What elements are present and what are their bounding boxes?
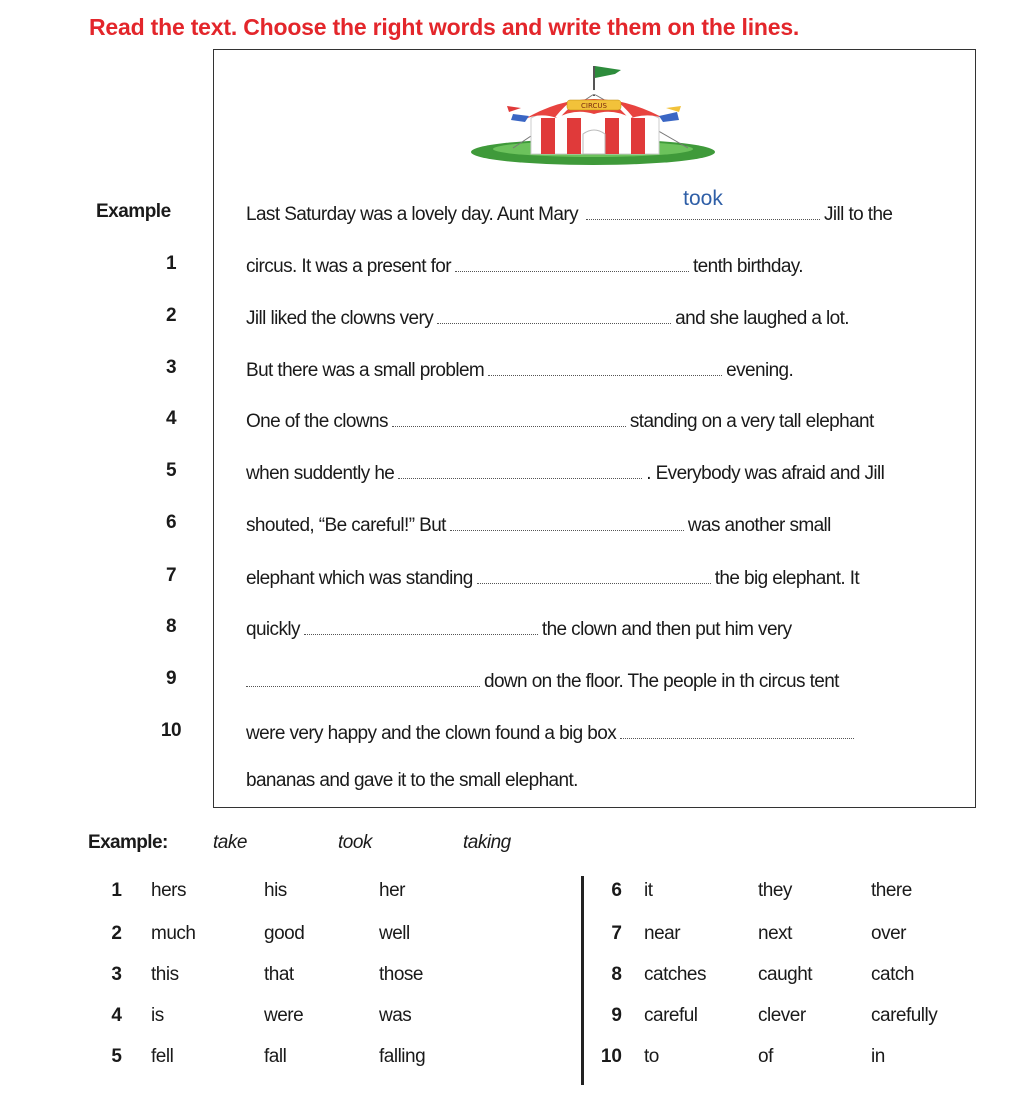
option-choice[interactable]: fall xyxy=(264,1046,287,1067)
question-number: 3 xyxy=(165,357,177,378)
option-number: 9 xyxy=(611,1005,622,1026)
passage-line xyxy=(246,406,874,433)
example-answer-blank[interactable] xyxy=(586,187,820,220)
passage-text: shouted, “Be careful!” But xyxy=(246,515,446,536)
passage-line xyxy=(246,718,858,745)
passage-text: evening. xyxy=(726,360,794,381)
question-number: 6 xyxy=(165,512,177,533)
option-number: 8 xyxy=(611,964,622,985)
passage-line xyxy=(246,510,831,537)
passage-text: bananas and gave it to the small elephant. xyxy=(246,770,578,791)
option-choice[interactable]: it xyxy=(644,880,653,901)
passage-text: . Everybody was afraid and Jill xyxy=(646,463,885,484)
option-choice[interactable]: falling xyxy=(379,1046,426,1067)
passage-text: down on the floor. The people in th circus tent xyxy=(484,671,839,692)
passage-text: Jill to the xyxy=(824,204,893,225)
tent-sign-text: CIRCUS xyxy=(581,102,607,110)
passage-text: One of the clowns xyxy=(246,411,388,432)
option-choice[interactable]: of xyxy=(758,1046,773,1067)
option-choice[interactable]: much xyxy=(151,923,196,944)
option-choice[interactable]: is xyxy=(151,1005,164,1026)
option-choice[interactable]: there xyxy=(871,880,912,901)
passage-text: were very happy and the clown found a big box xyxy=(246,723,617,744)
option-number: 5 xyxy=(111,1046,122,1067)
passage-text: standing on a very tall elephant xyxy=(629,411,874,432)
option-choice[interactable]: those xyxy=(379,964,423,985)
option-choice[interactable]: fell xyxy=(151,1046,174,1067)
passage-text: and she laughed a lot. xyxy=(675,308,849,329)
option-choice[interactable]: this xyxy=(151,964,179,985)
option-choice[interactable]: were xyxy=(264,1005,304,1026)
option-choice[interactable]: careful xyxy=(644,1005,698,1026)
option-choice[interactable]: they xyxy=(758,880,792,901)
question-number: 7 xyxy=(165,565,177,586)
option-choice[interactable]: clever xyxy=(758,1005,806,1026)
question-number: 10 xyxy=(160,720,182,741)
instructions-title: Read the text. Choose the right words and write them on the lines. xyxy=(89,14,800,40)
passage-text: Jill liked the clowns very xyxy=(246,308,434,329)
option-choice[interactable]: in xyxy=(871,1046,885,1067)
passage-text: quickly xyxy=(246,619,300,640)
passage-text: the big elephant. It xyxy=(714,568,860,589)
question-number: 9 xyxy=(165,668,177,689)
passage-text: tenth birthday. xyxy=(692,256,803,277)
question-number: 8 xyxy=(165,616,177,637)
option-choice[interactable]: caught xyxy=(758,964,813,985)
option-choice[interactable]: near xyxy=(644,923,681,944)
example-choice: taking xyxy=(463,832,511,853)
options-divider xyxy=(581,876,584,1085)
answer-blank[interactable] xyxy=(488,355,722,376)
passage-line xyxy=(246,458,884,485)
answer-blank[interactable] xyxy=(620,718,854,739)
answer-blank[interactable] xyxy=(246,666,480,687)
example-answer: took xyxy=(683,187,723,210)
option-choice[interactable]: his xyxy=(264,880,287,901)
passage-line xyxy=(246,355,793,382)
question-number: 2 xyxy=(165,305,177,326)
passage-text: when suddently he xyxy=(246,463,395,484)
answer-blank[interactable] xyxy=(304,614,538,635)
passage-line xyxy=(246,770,578,792)
option-choice[interactable]: catch xyxy=(871,964,914,985)
passage-line xyxy=(246,251,803,278)
option-choice[interactable]: that xyxy=(264,964,294,985)
option-choice[interactable]: over xyxy=(871,923,906,944)
answer-blank[interactable] xyxy=(398,458,642,479)
option-choice[interactable]: hers xyxy=(151,880,186,901)
option-choice[interactable]: next xyxy=(758,923,792,944)
option-number: 7 xyxy=(611,923,622,944)
passage-text: circus. It was a present for xyxy=(246,256,451,277)
passage-line xyxy=(246,666,839,693)
answer-blank[interactable] xyxy=(455,251,689,272)
option-choice[interactable]: carefully xyxy=(871,1005,938,1026)
option-number: 2 xyxy=(111,923,122,944)
option-choice[interactable]: was xyxy=(379,1005,412,1026)
option-choice[interactable]: to xyxy=(644,1046,659,1067)
options-example-label: Example: xyxy=(88,832,168,853)
option-number: 10 xyxy=(600,1046,622,1067)
passage-line xyxy=(246,614,792,641)
example-label: Example xyxy=(96,201,171,222)
option-number: 3 xyxy=(111,964,122,985)
passage-line xyxy=(246,303,849,330)
option-number: 1 xyxy=(111,880,122,901)
option-number: 4 xyxy=(111,1005,122,1026)
option-choice[interactable]: well xyxy=(379,923,410,944)
answer-blank[interactable] xyxy=(450,510,684,531)
option-number: 6 xyxy=(611,880,622,901)
circus-tent-image xyxy=(463,56,723,168)
passage-text: was another small xyxy=(687,515,831,536)
passage-line xyxy=(246,563,859,590)
example-choice: took xyxy=(338,832,372,853)
passage-text: elephant which was standing xyxy=(246,568,473,589)
option-choice[interactable]: good xyxy=(264,923,305,944)
option-choice[interactable]: her xyxy=(379,880,405,901)
answer-blank[interactable] xyxy=(477,563,711,584)
passage-text: the clown and then put him very xyxy=(541,619,792,640)
passage-line xyxy=(246,187,893,226)
question-number: 5 xyxy=(165,460,177,481)
example-choice: take xyxy=(213,832,247,853)
answer-blank[interactable] xyxy=(437,303,671,324)
option-choice[interactable]: catches xyxy=(644,964,706,985)
passage-text: But there was a small problem xyxy=(246,360,485,381)
answer-blank[interactable] xyxy=(392,406,626,427)
passage-text: Last Saturday was a lovely day. Aunt Mary xyxy=(246,204,579,225)
question-number: 4 xyxy=(165,408,177,429)
question-number: 1 xyxy=(165,253,177,274)
